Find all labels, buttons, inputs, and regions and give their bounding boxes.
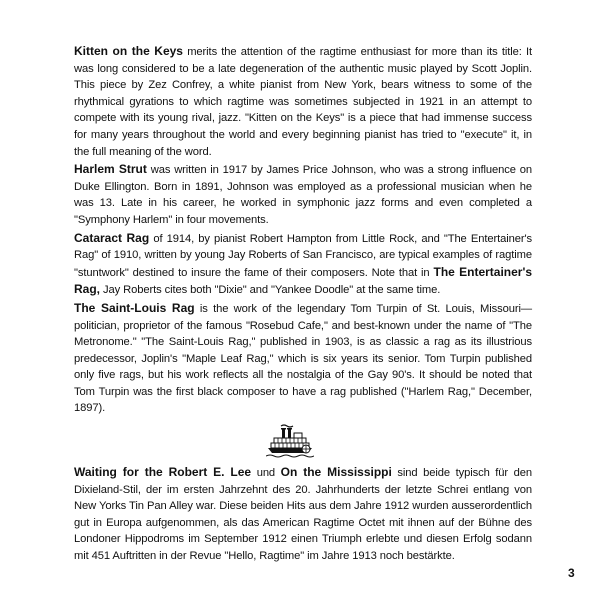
piece-title: The Saint-Louis Rag	[74, 300, 195, 315]
paragraph-text: of 1914, by pianist Robert Hampton from Little Rock, and "The Entertainer's Rag" of 1910, written by young Jay Roberts of San Francisco, are typical examples of ragtime "stuntwork" destined to insure the fame of their composers. Note that in	[74, 232, 532, 279]
german-liner-notes	[74, 464, 532, 565]
piece-title: Waiting for the Robert E. Lee	[74, 465, 252, 479]
paragraph-text: und	[251, 467, 281, 479]
paragraph-text: was written in 1917 by James Price Johnson, who was a strong influence on Duke Ellington. Born in 1891, Johnson was employed as a professional musician when he was 13. Late in his career, he worked in symphonic jazz forms and even completed a "Symphony Harlem" in four movements.	[74, 164, 532, 226]
paragraph	[74, 300, 532, 417]
paragraph-text: is the work of the legendary Tom Turpin of St. Louis, Missouri—politician, proprietor of the famous "Rosebud Cafe," and best-known under the name of "The Metronome." "The Saint-Louis Rag," published in 1903, is as classic a rag as its illustrious predecessor, Joplin's "Maple Leaf Rag," which is six years its senior. Tom Turpin published only five rags, but his work reflects all the nostalgia of the Gay 90's. It should be noted that Tom Turpin was the first black composer to have a rag published ("Harlem Rag," December, 1897).	[74, 302, 532, 415]
paragraph	[74, 161, 532, 228]
piece-title: Kitten on the Keys	[74, 44, 183, 58]
steamboat-icon	[266, 424, 314, 460]
paragraph-text: Jay Roberts cites both "Dixie" and "Yankee Doodle" at the same time.	[100, 284, 441, 297]
paragraph	[74, 464, 532, 565]
piece-title: On the Mississippi	[280, 465, 392, 479]
page-number: 3	[568, 566, 575, 580]
paragraph-text: sind beide typisch für den Dixieland-Stil, der im ersten Jahrzehnt des 20. Jahrhunderts der letzte Schrei entlang von New Yorks Tin Pan Alley war. Diese beiden Hits aus dem Jahre 1912 wurden ausserordentlich gut in Europa aufgenommen, als das American Ragtime Octet mit ihnen auf der Bühne des Londoner Hippodroms im September 1912 einen Triumph erlebte und diesen Erfolg sodann mit 451 Auftritten in der Revue "Hello, Ragtime" im Jahre 1913 noch bestärkte.	[74, 467, 532, 562]
paragraph-text: merits the attention of the ragtime enthusiast for more than its title: It was long considered to be a late degeneration of the authentic music played by Scott Joplin. This piece by Zez Confrey, a white pianist from New York, bears witness to some of the rhythmical gyrations to which ragtime was sometimes subjected in 1921 in an attempt to compete with its young rival, jazz. "Kitten on the Keys" is a piece that had immense success for many years throughout the world and every beginning pianist has tried to "execute" it, in the full meaning of the word.	[74, 46, 532, 158]
paragraph	[74, 230, 532, 299]
piece-title: Harlem Strut	[74, 162, 147, 177]
piece-title: The Entertainer's Rag,	[74, 264, 532, 297]
english-liner-notes	[74, 43, 532, 417]
piece-title: Cataract Rag	[74, 230, 150, 245]
paragraph	[74, 43, 532, 160]
